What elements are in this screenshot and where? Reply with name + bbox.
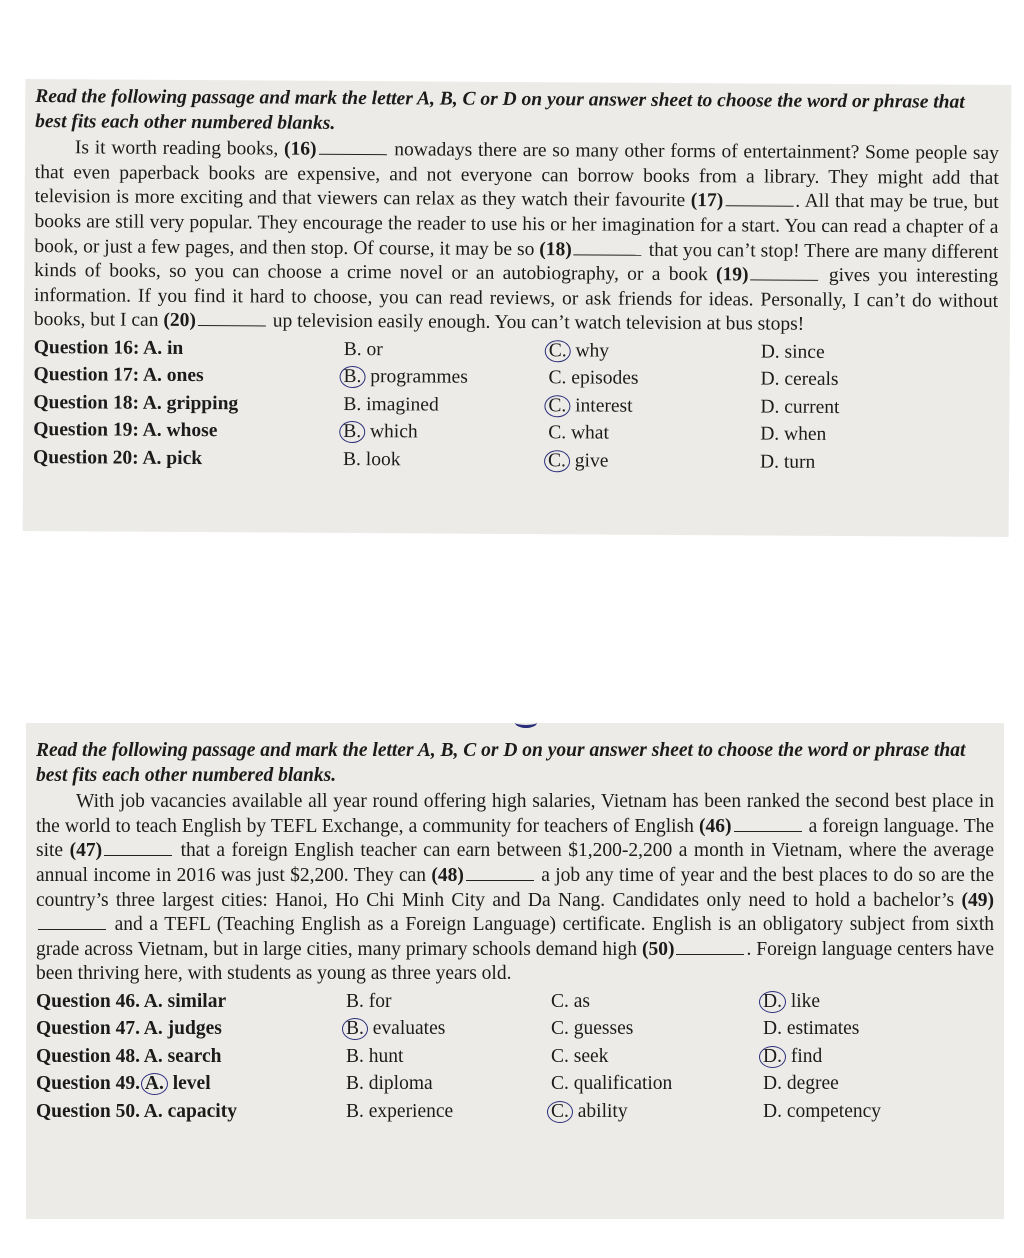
option-c[interactable]: C. interest <box>548 394 760 420</box>
blank-number: (20) <box>163 310 196 332</box>
option-d[interactable]: D. turn <box>760 451 816 473</box>
top-question-list <box>33 333 998 476</box>
bottom-exercise-card <box>26 723 1004 1219</box>
question-row <box>34 333 998 366</box>
blank-number: (46) <box>699 815 732 837</box>
question-label-option-a[interactable]: Question 16: A. in <box>33 336 184 359</box>
option-b[interactable]: B. imagined <box>343 393 439 416</box>
answer-blank <box>676 938 744 955</box>
ink-mark <box>515 717 537 728</box>
question-row <box>36 1097 994 1125</box>
passage-text: up television easily enough. You can’t watch television at bus stops! <box>267 310 805 336</box>
question-row <box>36 987 994 1015</box>
answer-blank <box>751 264 819 281</box>
circled-answer-mark: C. <box>545 340 571 362</box>
circled-answer-mark: A. <box>141 1073 168 1095</box>
option-c[interactable]: C. give <box>548 449 760 475</box>
answer-blank <box>574 238 642 255</box>
bottom-question-list <box>36 987 994 1125</box>
option-b[interactable]: B. or <box>343 338 383 361</box>
answer-blank <box>725 190 793 207</box>
option-d[interactable]: D. like <box>763 990 983 1015</box>
option-b[interactable]: B. evaluates <box>346 1017 551 1042</box>
blank-number: (16) <box>283 138 317 160</box>
option-c[interactable]: C. episodes <box>548 367 639 390</box>
option-c[interactable]: C. guesses <box>551 1018 634 1040</box>
bottom-passage <box>36 790 994 987</box>
option-c[interactable]: C. ability <box>551 1100 763 1125</box>
blank-number: (17) <box>690 190 724 212</box>
circled-answer-mark: B. <box>342 1018 368 1040</box>
circled-answer-mark: C. <box>544 395 570 417</box>
option-d[interactable]: D. estimates <box>763 1018 860 1040</box>
question-label-option-a[interactable]: Question 50. A. capacity <box>36 1100 237 1122</box>
question-row <box>36 1042 994 1070</box>
option-b[interactable]: B. diploma <box>346 1073 433 1095</box>
question-label-option-a[interactable]: Question 20: A. pick <box>33 446 203 469</box>
option-b[interactable]: B. for <box>346 990 392 1012</box>
passage-text: . Foreign language centers have been thriving here, with students as young as three years old. <box>36 938 994 985</box>
answer-blank <box>734 815 802 832</box>
option-d[interactable]: D. degree <box>763 1073 839 1095</box>
question-row <box>36 1014 994 1042</box>
option-c[interactable]: C. as <box>551 990 590 1012</box>
passage-text: that you can’t stop! There are many different kinds of books, so you can choose a crime novel or an autobiography, or a book <box>34 239 999 286</box>
option-b[interactable]: B. experience <box>346 1100 454 1122</box>
option-d[interactable]: D. current <box>760 396 840 418</box>
question-label-option-a[interactable]: Question 47. A. judges <box>36 1018 222 1040</box>
circled-answer-mark: D. <box>759 1046 786 1068</box>
top-instruction: Read the following passage and mark the letter A, B, C or D on your answer sheet to choose the word or phrase that best fits each other numbered blanks. <box>35 86 965 134</box>
top-passage <box>34 136 999 339</box>
passage-text: With job vacancies available all year round offering high salaries, Vietnam has been ranked the second best place in the world to teach English by TEFL Exchange, a community for teachers of English <box>36 791 994 837</box>
passage-text: a foreign language. The site <box>36 815 995 862</box>
option-b[interactable]: B. which <box>343 420 548 446</box>
option-d[interactable]: D. competency <box>763 1100 882 1122</box>
blank-number: (48) <box>431 864 464 886</box>
answer-blank <box>466 864 534 881</box>
answer-blank <box>319 138 387 155</box>
circled-answer-mark: D. <box>759 991 786 1013</box>
circled-answer-mark: B. <box>340 366 366 388</box>
question-row <box>36 1069 994 1097</box>
option-d[interactable]: D. find <box>763 1045 983 1070</box>
answer-blank <box>38 913 106 930</box>
answer-blank <box>104 839 172 856</box>
option-d[interactable]: D. cereals <box>760 368 839 391</box>
blank-number: (18) <box>539 238 572 260</box>
option-c[interactable]: C. qualification <box>551 1073 673 1095</box>
question-label-option-a[interactable]: Question 46. A. similar <box>36 990 227 1012</box>
passage-text: and a TEFL (Teaching English as a Foreign Language) certificate. English is an obligatory subject from sixth grade across Vietnam, but in large cities, many primary schools demand high <box>36 914 994 960</box>
question-label-option-a[interactable]: Question 17: A. ones <box>33 364 204 387</box>
question-label-option-a[interactable]: Question 48. A. search <box>36 1045 222 1067</box>
passage-text: a job any time of year and the best places to do so are the country’s three largest cities: Hanoi, Ho Chi Minh City and Da Nang. Candidates only need to hold a bachelor’s <box>36 864 994 911</box>
option-b[interactable]: B. programmes <box>343 365 548 391</box>
top-exercise-card <box>23 79 1012 537</box>
passage-text: gives you interesting information. If you find it hard to choose, you can read reviews, or ask friends for ideas. Personally, I can’t do without books, but I can <box>33 265 999 332</box>
option-d[interactable]: D. when <box>760 423 827 446</box>
blank-number: (47) <box>69 840 103 862</box>
answer-blank <box>198 309 266 326</box>
question-label-option-a[interactable]: Question 18: A. gripping <box>33 391 239 415</box>
circled-answer-mark: C. <box>544 450 570 472</box>
option-b[interactable]: B. look <box>343 448 401 471</box>
question-label-option-a[interactable]: Question 49. A. level <box>36 1073 211 1095</box>
passage-text: nowadays there are so many other forms of entertainment? Some people say that even paperback books are expensive, and not everyone can borrow books from a library. They might add that television is more exciting and that viewers can relax as they watch their favourite <box>34 139 1000 212</box>
circled-answer-mark: B. <box>339 421 365 443</box>
option-c[interactable]: C. why <box>549 339 761 365</box>
passage-text: Is it worth reading books, <box>74 137 285 160</box>
passage-text: . All that may be true, but books are still very popular. They encourage the reader to use his or her imagination for a start. You can read a chapter of a book, or just a few pages, and then stop. Of course, it may be so <box>34 191 999 260</box>
passage-text: that a foreign English teacher can earn between $1,200-2,200 a month in Vietnam, where the average annual income in 2016 was just $2,200. They can <box>36 840 994 886</box>
blank-number: (50) <box>641 938 675 960</box>
bottom-instruction: Read the following passage and mark the letter A, B, C or D on your answer sheet to choose the word or phrase that best fits each other numbered blanks. <box>36 740 966 786</box>
option-d[interactable]: D. since <box>760 341 825 363</box>
option-b[interactable]: B. hunt <box>346 1045 404 1067</box>
option-c[interactable]: C. seek <box>551 1045 609 1067</box>
blank-number: (49) <box>961 889 994 911</box>
option-c[interactable]: C. what <box>548 422 609 444</box>
question-label-option-a[interactable]: Question 19: A. whose <box>33 419 218 442</box>
blank-number: (19) <box>715 264 749 286</box>
circled-answer-mark: C. <box>547 1101 573 1123</box>
